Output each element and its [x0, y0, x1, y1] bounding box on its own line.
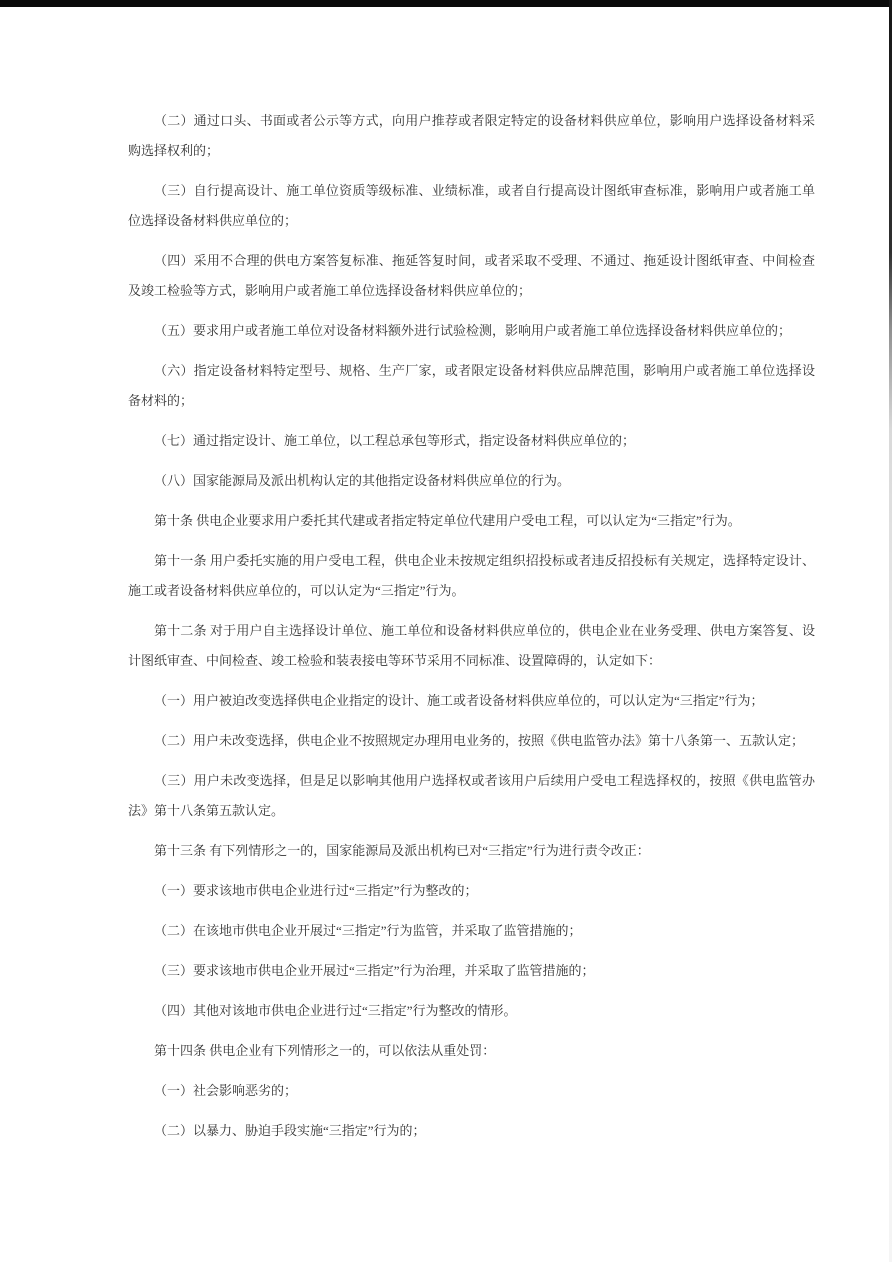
paragraph: （三）用户未改变选择，但是足以影响其他用户选择权或者该用户后续用户受电工程选择权的，按照《供电监管办法》第十八条第五款认定。: [128, 773, 815, 818]
paragraph: 第十一条 用户委托实施的用户受电工程，供电企业未按规定组织招投标或者违反招投标有关规定，选择特定设计、施工或者设备材料供应单位的，可以认定为“三指定”行为。: [128, 553, 815, 598]
paragraph: 第十三条 有下列情形之一的，国家能源局及派出机构已对“三指定”行为进行责令改正：: [154, 843, 650, 858]
paragraph: 第十条 供电企业要求用户委托其代建或者指定特定单位代建用户受电工程，可以认定为“三指定”行为。: [154, 513, 741, 528]
paragraph: （一）用户被迫改变选择供电企业指定的设计、施工或者设备材料供应单位的，可以认定为“三指定”行为；: [154, 693, 764, 708]
paragraph: （三）要求该地市供电企业开展过“三指定”行为治理，并采取了监管措施的；: [154, 963, 595, 978]
paragraph: （二）在该地市供电企业开展过“三指定”行为监管，并采取了监管措施的；: [154, 923, 582, 938]
paragraph: （四）其他对该地市供电企业进行过“三指定”行为整改的情形。: [154, 1003, 517, 1018]
paragraph: （一）要求该地市供电企业进行过“三指定”行为整改的；: [154, 883, 478, 898]
paragraph: （八）国家能源局及派出机构认定的其他指定设备材料供应单位的行为。: [154, 473, 571, 488]
paragraph: （七）通过指定设计、施工单位，以工程总承包等形式，指定设备材料供应单位的；: [154, 433, 636, 448]
paragraph: 第十二条 对于用户自主选择设计单位、施工单位和设备材料供应单位的，供电企业在业务受理、供电方案答复、设计图纸审查、中间检查、竣工检验和装表接电等环节采用不同标准、设置障碍的，认定如下：: [128, 623, 815, 668]
document-text: [128, 106, 815, 1156]
paragraph: （三）自行提高设计、施工单位资质等级标准、业绩标准，或者自行提高设计图纸审查标准，影响用户或者施工单位选择设备材料供应单位的；: [128, 183, 815, 228]
paragraph: （二）用户未改变选择，供电企业不按照规定办理用电业务的，按照《供电监管办法》第十八条第一、五款认定；: [154, 733, 805, 748]
window-top-edge: [0, 0, 892, 7]
paragraph: （一）社会影响恶劣的；: [154, 1083, 298, 1098]
paragraph: （二）以暴力、胁迫手段实施“三指定”行为的；: [154, 1123, 426, 1138]
paragraph: （二）通过口头、书面或者公示等方式，向用户推荐或者限定特定的设备材料供应单位，影响用户选择设备材料采购选择权利的；: [128, 113, 815, 158]
paragraph: （四）采用不合理的供电方案答复标准、拖延答复时间，或者采取不受理、不通过、拖延设计图纸审查、中间检查及竣工检验等方式，影响用户或者施工单位选择设备材料供应单位的；: [128, 253, 815, 298]
paragraph: （五）要求用户或者施工单位对设备材料额外进行试验检测，影响用户或者施工单位选择设备材料供应单位的；: [154, 323, 792, 338]
paragraph: 第十四条 供电企业有下列情形之一的，可以依法从重处罚：: [154, 1043, 496, 1058]
paragraph: （六）指定设备材料特定型号、规格、生产厂家，或者限定设备材料供应品牌范围，影响用户或者施工单位选择设备材料的；: [128, 363, 815, 408]
